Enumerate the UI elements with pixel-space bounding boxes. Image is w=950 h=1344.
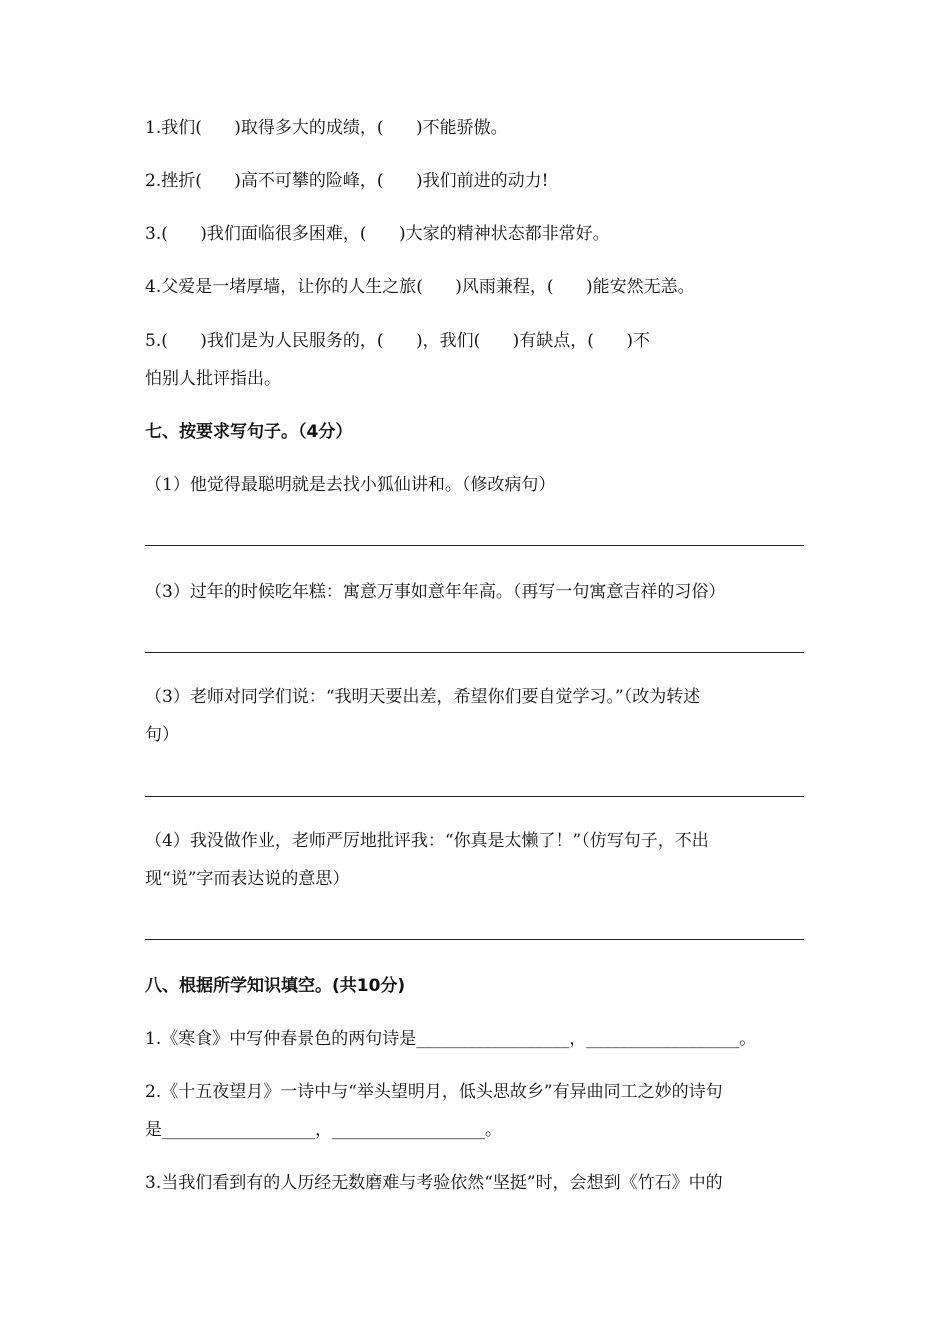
fill-item-2: 2.挫折( )高不可攀的险峰，( )我们前进的动力!: [145, 171, 549, 191]
s7-answer-line-4[interactable]: [145, 939, 804, 940]
fill-item-1: 1.我们( )取得多大的成绩，( )不能骄傲。: [145, 118, 508, 138]
s7-question-3-continued: 句）: [145, 725, 179, 745]
fill-item-5: 5.( )我们是为人民服务的，( )，我们( )有缺点，( )不: [145, 331, 650, 351]
s7-question-2: （3）过年的时候吃年糕：寓意万事如意年年高。（再写一句寓意吉祥的习俗）: [145, 582, 726, 602]
s7-question-3: （3）老师对同学们说：“我明天要出差，希望你们要自觉学习。”（改为转述: [145, 687, 701, 707]
s7-question-4: （4）我没做作业，老师严厉地批评我：“你真是太懒了！”（仿写句子，不出: [145, 831, 709, 851]
s8-question-1: 1.《寒食》中写仲春景色的两句诗是__________________，__________________。: [145, 1029, 757, 1049]
fill-item-5-continued: 怕别人批评指出。: [145, 369, 281, 389]
s8-question-3: 3.当我们看到有的人历经无数磨难与考验依然“坚挺”时，会想到《竹石》中的: [145, 1173, 723, 1193]
s7-question-4-continued: 现“说”字而表达说的意思）: [145, 869, 350, 889]
fill-item-4: 4.父爱是一堵厚墙，让你的人生之旅( )风雨兼程，( )能安然无恙。: [145, 277, 695, 297]
s7-question-1: （1）他觉得最聪明就是去找小狐仙讲和。（修改病句）: [145, 475, 556, 495]
section-7-title: 七、按要求写句子。（4分）: [145, 422, 353, 442]
s7-answer-line-1[interactable]: [145, 545, 804, 546]
s7-answer-line-3[interactable]: [145, 796, 804, 797]
s7-answer-line-2[interactable]: [145, 652, 804, 653]
section-8-title: 八、根据所学知识填空。(共10分): [145, 976, 406, 996]
s8-question-2: 2.《十五夜望月》一诗中与“举头望明月，低头思故乡”有异曲同工之妙的诗句: [145, 1082, 723, 1102]
s8-question-2-continued: 是__________________，__________________。: [145, 1120, 502, 1140]
fill-item-3: 3.( )我们面临很多困难，( )大家的精神状态都非常好。: [145, 224, 610, 244]
